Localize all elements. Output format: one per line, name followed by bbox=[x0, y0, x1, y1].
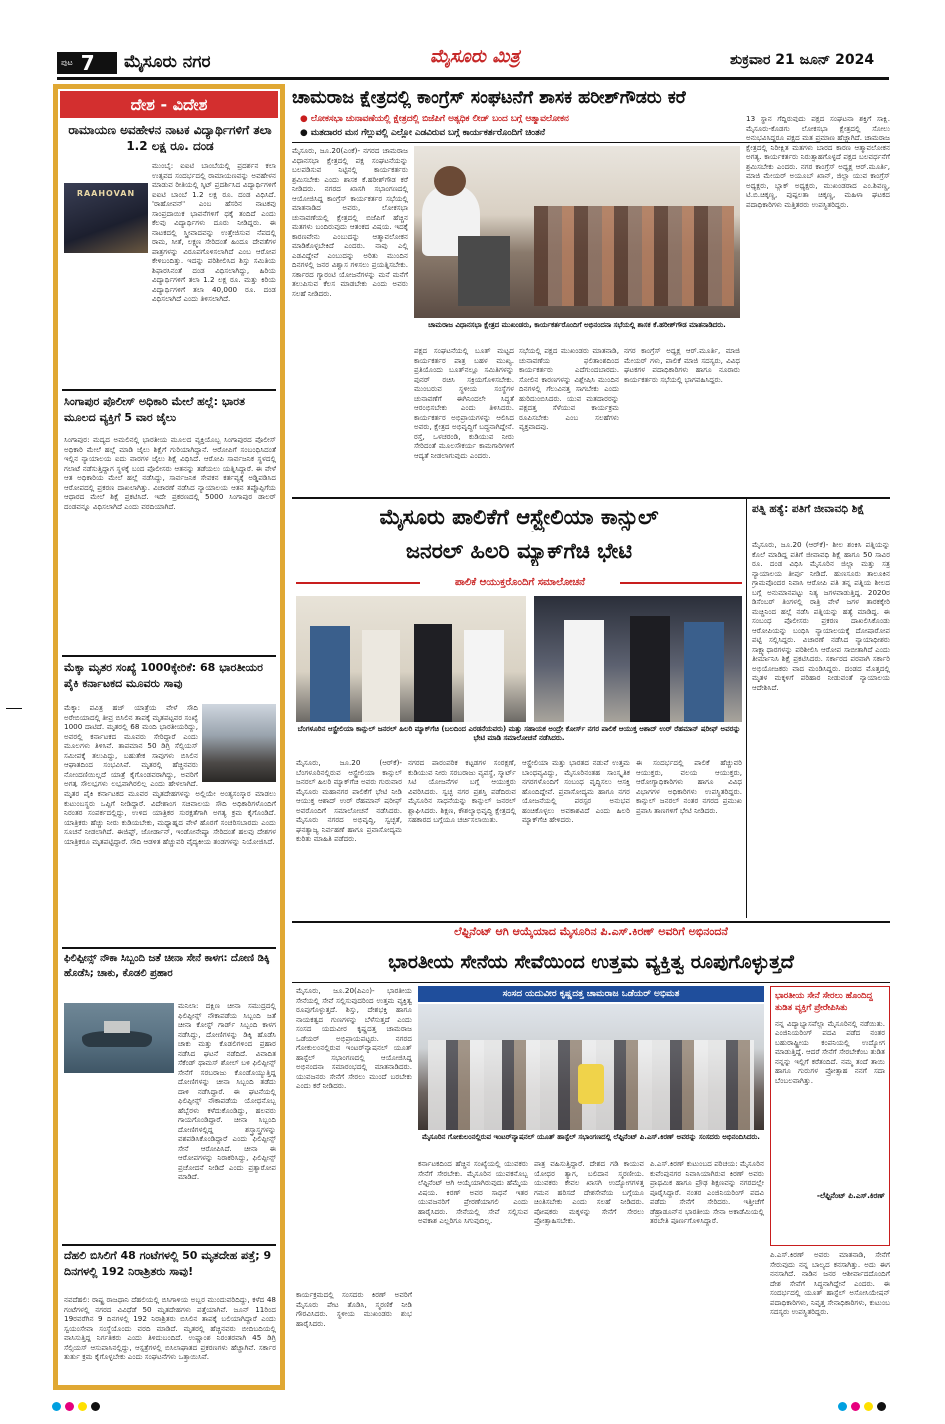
meeting-photo bbox=[414, 146, 740, 318]
crime-headline: ಪತ್ನಿ ಹತ್ಯೆ: ಪತಿಗೆ ಜೀವಾವಧಿ ಶಿಕ್ಷೆ bbox=[752, 503, 865, 515]
bottom-headline: ಭಾರತೀಯ ಸೇನೆಯ ಸೇವೆಯಿಂದ ಉತ್ತಮ ವ್ಯಕ್ತಿತ್ವ ರೂಪುಗೊಳ್ಳುತ್ತದೆ bbox=[388, 951, 794, 973]
top-story-headline: ಚಾಮರಾಜ ಕ್ಷೇತ್ರದಲ್ಲಿ ಕಾಂಗ್ರೆಸ್ ಸಂಘಟನೆಗೆ ಶಾಸಕ ಹರೀಶ್‌ಗೌಡರು ಕರೆ bbox=[292, 88, 686, 108]
section-title: ಮೈಸೂರು ನಗರ bbox=[124, 52, 211, 72]
divider bbox=[292, 982, 890, 983]
story-body-singapore: ಸಿಂಗಾಪುರ: ಮದ್ಯದ ಅಮಲಿನಲ್ಲಿ ಭಾರತೀಯ ಮೂಲದ ವ್ಯಕ್ತಿಯೊಬ್ಬ ಸಿಂಗಾಪುರದ ಪೊಲೀಸ್ ಅಧಿಕಾರಿ ಮೇಲೆ ಹಲ್ಲೆ ಮಾಡಿ ಜೈಲು ಶಿಕ್ಷೆಗೆ ಗುರಿಯಾಗಿದ್ದಾನೆ. ಆರೋಪಿಗೆ ಸಂಬಂಧಿಸಿದಂತೆ ಇಲ್ಲಿನ ನ್ಯಾಯಾಲಯ ಐದು ವಾರಗಳ ಜೈಲು ಶಿಕ್ಷೆ ವಿಧಿಸಿದೆ. ಆರೋಪಿ ಸಾರ್ವಜನಿಕ ಸ್ಥಳದಲ್ಲಿ ಗಲಾಟೆ ನಡೆಸುತ್ತಿದ್ದಾಗ ಸ್ಥಳಕ್ಕೆ ಬಂದ ಪೊಲೀಸರು ಆತನನ್ನು ತಡೆಯಲು ಯತ್ನಿಸಿದ್ದಾರೆ. ಈ ವೇಳೆ ಆತ ಅಧಿಕಾರಿಯ ಮೇಲೆ ಹಲ್ಲೆ ನಡೆಸಿದ್ದು, ಸಾರ್ವಜನಿಕ ಸೇವಕನ ಕರ್ತವ್ಯಕ್ಕೆ ಅಡ್ಡಿಪಡಿಸಿದ ಆರೋಪದಲ್ಲಿ ಪ್ರಕರಣ ದಾಖಲಾಗಿತ್ತು. ವಿಚಾರಣೆ ನಡೆಸಿದ ನ್ಯಾಯಾಲಯ ಆತನ ತಪ್ಪೊಪ್ಪಿಗೆಯ ಆಧಾರದ ಮೇಲೆ ಶಿಕ್ಷೆ ಪ್ರಕಟಿಸಿದೆ. ಇದೇ ಪ್ರಕರಣದಲ್ಲಿ 5000 ಸಿಂಗಾಪುರ ಡಾಲರ್ ದಂಡವನ್ನೂ ವಿಧಿಸಲಾಗಿದೆ ಎಂದು ವರದಿಯಾಗಿದೆ. bbox=[64, 435, 276, 511]
felicitation-caption: ಮೈಸೂರಿನ ಗೋಕುಲಂನಲ್ಲಿರುವ ಇಂಟರ್‌ನ್ಯಾಷನಲ್ ಯೂತ್ ಹಾಸ್ಟೆಲ್ ಸಭಾಂಗಣದಲ್ಲಿ ಲೆಫ್ಟಿನೆಂಟ್ ಪಿ.ಎಸ್.ಕಿರಣ್ ಅವರನ್ನು ಸಂಸದರು ಅಭಿನಂದಿಸಿದರು. bbox=[422, 1133, 760, 1141]
story-headline-singapore: ಸಿಂಗಾಪುರ ಪೊಲೀಸ್ ಅಧಿಕಾರಿ ಮೇಲೆ ಹಲ್ಲೆ: ಭಾರತ ಮೂಲದ ವ್ಯಕ್ತಿಗೆ 5 ವಾರ ಜೈಲು bbox=[64, 395, 245, 424]
story-headline-ramayana: ರಾಮಾಯಣ ಅವಹೇಳನ ನಾಟಕ ವಿದ್ಯಾರ್ಥಿಗಳಿಗೆ ತಲಾ 1.2 ಲಕ್ಷ ರೂ. ದಂಡ bbox=[68, 123, 272, 154]
divider bbox=[746, 498, 747, 918]
story-headline-philippines: ಫಿಲಿಪ್ಪೀನ್ಸ್ ನೌಕಾ ಸಿಬ್ಬಂದಿ ಜತೆ ಚೀನಾ ಸೇನೆ ಕಾಳಗ: ದೋಣಿ ಡಿಕ್ಕಿ ಹೊಡೆಸಿ; ಚಾಕು, ಕೊಡಲಿ ಪ್ರಹಾರ bbox=[64, 953, 270, 979]
sidebar-title: ಭಾರತೀಯ ಸೇನೆ ಸೇರಲು ಹೊಂದಿದ್ದ ತುಡಿತ ವ್ಯಕ್ತಿಗೆ ಪ್ರೇರೇಪಿಸಿತು bbox=[775, 991, 873, 1013]
bottom-col-5: ಪಿ.ಎಸ್.ಕಿರಣ್ ಅವರು ಮಾತನಾಡಿ, ಸೇನೆಗೆ ಸೇರುವುದು ನನ್ನ ಬಾಲ್ಯದ ಕನಸಾಗಿತ್ತು. ಅದು ಈಗ ನನಸಾಗಿದೆ. ನಾಡಿನ ಜನರ ಆಶೀರ್ವಾದದೊಂದಿಗೆ ದೇಶ ಸೇವೆಗೆ ಸಿದ್ಧನಾಗಿದ್ದೇನೆ ಎಂದರು. ಈ ಸಂದರ್ಭದಲ್ಲಿ ಯೂತ್ ಹಾಸ್ಟೆಲ್ ಅಸೋಸಿಯೇಷನ್ ಪದಾಧಿಕಾರಿಗಳು, ನಿವೃತ್ತ ಸೇನಾಧಿಕಾರಿಗಳು, ಕುಟುಂಬ ಸದಸ್ಯರು ಉಪಸ್ಥಿತರಿದ್ದರು. bbox=[770, 1250, 890, 1316]
divider bbox=[62, 389, 276, 391]
divider bbox=[292, 921, 890, 923]
page-header bbox=[0, 0, 945, 80]
mid-col-3: ಆಸ್ಟ್ರೇಲಿಯಾ ಮತ್ತು ಭಾರತದ ನಡುವೆ ಉತ್ತಮ ಬಾಂಧವ್ಯವಿದ್ದು, ಮೈಸೂರಿನಂತಹ ಸಾಂಸ್ಕೃತಿಕ ನಗರಗಳೊಂದಿಗೆ ಸಂಬಂಧ ವೃದ್ಧಿಸಲು ಆಸಕ್ತಿ ಹೊಂದಿದ್ದೇವೆ. ಪ್ರವಾಸೋದ್ಯಮ ಹಾಗೂ ನಗರ ಯೋಜನೆಯಲ್ಲಿ ಪರಸ್ಪರ ಅನುಭವ ಹಂಚಿಕೊಳ್ಳಲು ಅವಕಾಶವಿದೆ ಎಂದು ಹಿಲರಿ ಮ್ಯಾಕ್‌ಗೆಚಿ ಹೇಳಿದರು. bbox=[522, 758, 630, 824]
page-number-box bbox=[57, 52, 117, 74]
bottom-col-2: ಕರ್ನಾಟಕದಿಂದ ಹೆಚ್ಚಿನ ಸಂಖ್ಯೆಯಲ್ಲಿ ಯುವಕರು ಸೇನೆಗೆ ಸೇರಬೇಕು. ಮೈಸೂರಿನ ಯುವಕನೊಬ್ಬ ಲೆಫ್ಟಿನೆಂಟ್ ಆಗಿ ಆಯ್ಕೆಯಾಗಿರುವುದು ಹೆಮ್ಮೆಯ ವಿಷಯ. ಕಿರಣ್ ಅವರ ಸಾಧನೆ ಇತರ ಯುವಜನರಿಗೆ ಪ್ರೇರಣೆಯಾಗಲಿ ಎಂದು ಹಾರೈಸಿದರು. ಸೇನೆಯಲ್ಲಿ ಸೇವೆ ಸಲ್ಲಿಸುವ ಅವಕಾಶ ಎಲ್ಲರಿಗೂ ಸಿಗುವುದಿಲ್ಲ. bbox=[418, 1159, 528, 1225]
felicitation-photo bbox=[418, 1004, 764, 1130]
registration-dots-right bbox=[838, 1402, 886, 1411]
story-body-philippines: ಮನಿಲಾ: ದಕ್ಷಿಣ ಚೀನಾ ಸಮುದ್ರದಲ್ಲಿ ಫಿಲಿಪ್ಪೀನ್ಸ್ ನೌಕಾಪಡೆಯ ಸಿಬ್ಬಂದಿ ಜತೆ ಚೀನಾ ಕೋಸ್ಟ್ ಗಾರ್ಡ್ ಸಿಬ್ಬಂದಿ ಕಾಳಗ ನಡೆಸಿದ್ದು, ದೋಣಿಗಳನ್ನು ಡಿಕ್ಕಿ ಹೊಡೆಸಿ ಚಾಕು ಮತ್ತು ಕೊಡಲಿಗಳಿಂದ ಪ್ರಹಾರ ನಡೆಸಿದ ಘಟನೆ ನಡೆದಿದೆ. ವಿವಾದಿತ ಸೆಕೆಂಡ್ ಥಾಮಸ್ ಶೋಲ್ ಬಳಿ ಫಿಲಿಪ್ಪೀನ್ಸ್ ಸೇನೆಗೆ ಸರಬರಾಜು ಕೊಂಡೊಯ್ಯುತ್ತಿದ್ದ ದೋಣಿಗಳನ್ನು ಚೀನಾ ಸಿಬ್ಬಂದಿ ತಡೆದು ದಾಳಿ ನಡೆಸಿದ್ದಾರೆ. ಈ ಘಟನೆಯಲ್ಲಿ ಫಿಲಿಪ್ಪೀನ್ಸ್ ನೌಕಾಪಡೆಯ ಯೋಧನೊಬ್ಬ ಹೆಬ್ಬೆರಳು ಕಳೆದುಕೊಂಡಿದ್ದು, ಹಲವರು ಗಾಯಗೊಂಡಿದ್ದಾರೆ. ಚೀನಾ ಸಿಬ್ಬಂದಿ ದೋಣಿಗಳಲ್ಲಿದ್ದ ಶಸ್ತ್ರಾಸ್ತ್ರಗಳನ್ನು ವಶಪಡಿಸಿಕೊಂಡಿದ್ದಾರೆ ಎಂದು ಫಿಲಿಪ್ಪೀನ್ಸ್ ಸೇನೆ ಆರೋಪಿಸಿದೆ. ಚೀನಾ ಈ ಆರೋಪಗಳನ್ನು ನಿರಾಕರಿಸಿದ್ದು, ಫಿಲಿಪ್ಪೀನ್ಸ್ ಪ್ರಚೋದನೆ ನೀಡಿದೆ ಎಂದು ಪ್ರತ್ಯಾರೋಪ ಮಾಡಿದೆ. bbox=[178, 1001, 276, 1181]
mid-col-1: ಮೈಸೂರು, ಜೂ.20 (ಆರ್‌ಕೆ)- ಬೆಂಗಳೂರಿನಲ್ಲಿರುವ ಆಸ್ಟ್ರೇಲಿಯಾ ಕಾನ್ಸುಲ್ ಜನರಲ್ ಹಿಲರಿ ಮ್ಯಾಕ್‌ಗೆಚಿ ಅವರು ಗುರುವಾರ ಮೈಸೂರು ಮಹಾನಗರ ಪಾಲಿಕೆಗೆ ಭೇಟಿ ನೀಡಿ ಆಯುಕ್ತ ಆಶಾದ್ ಉರ್ ರೆಹಮಾನ್ ಷರೀಫ್ ಅವರೊಂದಿಗೆ ಸಮಾಲೋಚನೆ ನಡೆಸಿದರು. ಮೈಸೂರು ನಗರದ ಅಭಿವೃದ್ಧಿ, ಸ್ವಚ್ಛತೆ, ಘನತ್ಯಾಜ್ಯ ನಿರ್ವಹಣೆ ಹಾಗೂ ಪ್ರವಾಸೋದ್ಯಮ ಕುರಿತು ಮಾಹಿತಿ ಪಡೆದರು. bbox=[296, 758, 402, 843]
mp-banner: ಸಂಸದ ಯದುವೀರ ಕೃಷ್ಣದತ್ತ ಚಾಮರಾಜ ಒಡೆಯರ್ ಅಭಿಮತ bbox=[418, 986, 764, 1002]
page-number: 7 bbox=[80, 51, 95, 75]
bottom-col-3: ಪಾತ್ರ ವಹಿಸುತ್ತಿದ್ದಾರೆ. ದೇಶದ ಗಡಿ ಕಾಯುವ ಯೋಧರ ತ್ಯಾಗ, ಬಲಿದಾನ ಸ್ಮರಣೀಯ. ಯುವಕರು ಕೇವಲ ಖಾಸಗಿ ಉದ್ಯೋಗಗಳತ್ತ ಗಮನ ಹರಿಸದೆ ದೇಶಸೇವೆಯ ಬಗ್ಗೆಯೂ ಚಿಂತಿಸಬೇಕು ಎಂದು ಸಲಹೆ ನೀಡಿದರು. ಪೋಷಕರು ಮಕ್ಕಳನ್ನು ಸೇನೆಗೆ ಸೇರಲು ಪ್ರೋತ್ಸಾಹಿಸಬೇಕು. bbox=[534, 1159, 644, 1225]
divider bbox=[62, 655, 276, 657]
consul-photo-2 bbox=[534, 596, 742, 722]
story-body-mecca: ಮೆಕ್ಕಾ: ಪವಿತ್ರ ಹಜ್ ಯಾತ್ರೆಯ ವೇಳೆ ಸೌದಿ ಅರೇಬಿಯಾದಲ್ಲಿ ತೀವ್ರ ಬಿಸಿಲಿನ ತಾಪಕ್ಕೆ ಮೃತಪಟ್ಟವರ ಸಂಖ್ಯೆ 1000 ದಾಟಿದೆ. ಮೃತರಲ್ಲಿ 68 ಮಂದಿ ಭಾರತೀಯರಿದ್ದು, ಅವರಲ್ಲಿ ಕರ್ನಾಟಕದ ಮೂವರು ಸೇರಿದ್ದಾರೆ ಎಂದು ಮೂಲಗಳು ತಿಳಿಸಿವೆ. ತಾಪಮಾನ 50 ಡಿಗ್ರಿ ಸೆಲ್ಸಿಯಸ್ ಸಮೀಪಕ್ಕೆ ತಲುಪಿದ್ದು, ಬಹುತೇಕ ಸಾವುಗಳು ಬಿಸಿಲಿನ ಆಘಾತದಿಂದ ಸಂಭವಿಸಿವೆ. ಮೃತರಲ್ಲಿ ಹೆಚ್ಚಿನವರು ನೋಂದಣಿಯಿಲ್ಲದೆ ಯಾತ್ರೆ ಕೈಗೊಂಡವರಾಗಿದ್ದು, ಅವರಿಗೆ ಅಗತ್ಯ ಸೌಲಭ್ಯಗಳು ಲಭ್ಯವಾಗಿರಲಿಲ್ಲ ಎಂದು ಹೇಳಲಾಗಿದೆ. bbox=[64, 703, 198, 787]
bottom-col-1b: ಕಾರ್ಯಕ್ರಮದಲ್ಲಿ ಸಂಸದರು ಕಿರಣ್ ಅವರಿಗೆ ಮೈಸೂರು ಪೇಟ ತೊಡಿಸಿ, ಸ್ಮರಣಿಕೆ ನೀಡಿ ಗೌರವಿಸಿದರು. ಸ್ಥಳೀಯ ಮುಖಂಡರು ಶುಭ ಹಾರೈಸಿದರು. bbox=[296, 1290, 412, 1328]
section-banner: ದೇಶ - ವಿದೇಶ bbox=[60, 91, 278, 118]
sidebar-signoff: -ಲೆಫ್ಟಿನೆಂಟ್ ಪಿ.ಎಸ್.ಕಿರಣ್ bbox=[816, 1190, 885, 1200]
issue-date: ಶುಕ್ರವಾರ 21 ಜೂನ್ 2024 bbox=[730, 52, 875, 68]
top-col-1: ಮೈಸೂರು, ಜೂ.20(ಎಂಕೆ)- ನಗರದ ಚಾಮರಾಜ ವಿಧಾನಸಭಾ ಕ್ಷೇತ್ರದಲ್ಲಿ ಪಕ್ಷ ಸಂಘಟನೆಯನ್ನು ಬಲಪಡಿಸುವ ನಿಟ್ಟಿನಲ್ಲಿ ಕಾರ್ಯಕರ್ತರು ಶ್ರಮಿಸಬೇಕು ಎಂದು ಶಾಸಕ ಕೆ.ಹರೀಶ್‌ಗೌಡ ಕರೆ ನೀಡಿದರು. ನಗರದ ಖಾಸಗಿ ಸಭಾಂಗಣದಲ್ಲಿ ಆಯೋಜಿಸಿದ್ದ ಕಾಂಗ್ರೆಸ್ ಕಾರ್ಯಕರ್ತರ ಸಭೆಯಲ್ಲಿ ಮಾತನಾಡಿದ ಅವರು, ಲೋಕಸಭಾ ಚುನಾವಣೆಯಲ್ಲಿ ಕ್ಷೇತ್ರದಲ್ಲಿ ಬಿಜೆಪಿಗೆ ಹೆಚ್ಚಿನ ಮತಗಳು ಬಂದಿರುವುದು ಆತಂಕದ ವಿಷಯ. ಇದಕ್ಕೆ ಕಾರಣವೇನು ಎಂಬುದನ್ನು ಆತ್ಮಾವಲೋಕನ ಮಾಡಿಕೊಳ್ಳಬೇಕಿದೆ ಎಂದರು. ನಾವು ಎಲ್ಲಿ ಎಡವಿದ್ದೇವೆ ಎಂಬುದನ್ನು ಅರಿತು ಮುಂದಿನ ದಿನಗಳಲ್ಲಿ ಜನರ ವಿಶ್ವಾಸ ಗಳಿಸಲು ಪ್ರಯತ್ನಿಸಬೇಕು. ಸರ್ಕಾರದ ಗ್ಯಾರಂಟಿ ಯೋಜನೆಗಳನ್ನು ಮನೆ ಮನೆಗೆ ತಲುಪಿಸುವ ಕೆಲಸ ಮಾಡಬೇಕು ಎಂದು ಅವರು ಸಲಹೆ ನೀಡಿದರು. bbox=[292, 146, 408, 298]
consul-photo-1 bbox=[296, 596, 526, 722]
top-story-sub1: ● ಲೋಕಸಭಾ ಚುನಾವಣೆಯಲ್ಲಿ ಕ್ಷೇತ್ರದಲ್ಲಿ ಬಿಜೆಪಿಗೆ ಅತ್ಯಧಿಕ ಲೀಡ್ ಬಂದ ಬಗ್ಗೆ ಆತ್ಮಾವಲೋಕನ bbox=[300, 114, 569, 124]
bottom-kicker: ಲೆಫ್ಟಿನೆಂಟ್ ಆಗಿ ಆಯ್ಕೆಯಾದ ಮೈಸೂರಿನ ಪಿ.ಎಸ್.ಕಿರಣ್ ಅವರಿಗೆ ಅಭಿನಂದನೆ bbox=[454, 925, 728, 938]
bottom-col-1: ಮೈಸೂರು, ಜೂ.20(ಪಿಎಂ)- ಭಾರತೀಯ ಸೇನೆಯಲ್ಲಿ ಸೇವೆ ಸಲ್ಲಿಸುವುದರಿಂದ ಉತ್ತಮ ವ್ಯಕ್ತಿತ್ವ ರೂಪುಗೊಳ್ಳುತ್ತದೆ. ಶಿಸ್ತು, ದೇಶಭಕ್ತಿ ಹಾಗೂ ನಾಯಕತ್ವದ ಗುಣಗಳನ್ನು ಬೆಳೆಸುತ್ತದೆ ಎಂದು ಸಂಸದ ಯದುವೀರ ಕೃಷ್ಣದತ್ತ ಚಾಮರಾಜ ಒಡೆಯರ್ ಅಭಿಪ್ರಾಯಪಟ್ಟರು. ನಗರದ ಗೋಕುಲಂನಲ್ಲಿರುವ ಇಂಟರ್‌ನ್ಯಾಷನಲ್ ಯೂತ್ ಹಾಸ್ಟೆಲ್ ಸಭಾಂಗಣದಲ್ಲಿ ಆಯೋಜಿಸಿದ್ದ ಅಭಿನಂದನಾ ಸಮಾರಂಭದಲ್ಲಿ ಮಾತನಾಡಿದರು. ಯುವಜನರು ಸೇನೆಗೆ ಸೇರಲು ಮುಂದೆ ಬರಬೇಕು ಎಂದು ಕರೆ ನೀಡಿದರು. bbox=[296, 986, 412, 1090]
masthead-logo: ಮೈಸೂರು ಮಿತ್ರ bbox=[430, 46, 520, 67]
page-label: ಪುಟ bbox=[61, 58, 73, 67]
sidebar-box bbox=[770, 986, 890, 1246]
divider bbox=[292, 497, 890, 499]
sidebar-body: ನನ್ನ ವಿದ್ಯಾಭ್ಯಾಸವೆಲ್ಲಾ ಮೈಸೂರಿನಲ್ಲಿ ನಡೆಯಿತು. ಎಂಜಿನಿಯರಿಂಗ್ ಪದವಿ ಪಡೆದ ನಂತರ ಬಹುರಾಷ್ಟ್ರೀಯ ಕಂಪನಿಯಲ್ಲಿ ಉದ್ಯೋಗ ಮಾಡುತ್ತಿದ್ದೆ. ಆದರೆ ಸೇನೆಗೆ ಸೇರಬೇಕೆಂಬ ತುಡಿತ ನನ್ನನ್ನು ಇಲ್ಲಿಗೆ ಕರೆತಂದಿದೆ. ನಮ್ಮ ತಂದೆ ತಾಯಿ ಹಾಗೂ ಗುರುಗಳ ಪ್ರೋತ್ಸಾಹ ನನಗೆ ಸದಾ ಬೆಂಬಲವಾಗಿತ್ತು. bbox=[775, 1018, 885, 1085]
meeting-caption: ಚಾಮರಾಜ ವಿಧಾನಸಭಾ ಕ್ಷೇತ್ರದ ಮುಖಂಡರು, ಕಾರ್ಯಕರ್ತರೊಂದಿಗೆ ಅಭಿನಂದನಾ ಸಭೆಯಲ್ಲಿ ಶಾಸಕ ಕೆ.ಹರೀಶ್‌ಗೌಡ ಮಾತನಾಡಿದರು. bbox=[428, 321, 726, 329]
mid-col-4: ಈ ಸಂದರ್ಭದಲ್ಲಿ ಪಾಲಿಕೆ ಹೆಚ್ಚುವರಿ ಆಯುಕ್ತರು, ವಲಯ ಆಯುಕ್ತರು, ಆರೋಗ್ಯಾಧಿಕಾರಿಗಳು ಹಾಗೂ ವಿವಿಧ ವಿಭಾಗಗಳ ಅಧಿಕಾರಿಗಳು ಉಪಸ್ಥಿತರಿದ್ದರು. ಕಾನ್ಸುಲ್ ಜನರಲ್ ನಂತರ ನಗರದ ಪ್ರಮುಖ ಪ್ರವಾಸಿ ತಾಣಗಳಿಗೆ ಭೇಟಿ ನೀಡಿದರು. bbox=[636, 758, 742, 815]
consul-caption: ಬೆಂಗಳೂರಿನ ಆಸ್ಟ್ರೇಲಿಯಾ ಕಾನ್ಸುಲ್ ಜನರಲ್ ಹಿಲರಿ ಮ್ಯಾಕ್‌ಗೆಚಿ (ಬಲದಿಂದ ಎರಡನೆಯವರು) ಮತ್ತು ಸಹಾಯಕ ಅಂದ್ರೇ ಕೋರ್ಸ್ ನಗರ ಪಾಲಿಕೆ ಆಯುಕ್ತ ಆಶಾದ್ ಉರ್ ರೆಹಮಾನ್ ಷರೀಫ್ ಅವರನ್ನು ಭೇಟಿ ಮಾಡಿ ಸಮಾಲೋಚನೆ ನಡೆಸಿದರು. bbox=[297, 725, 741, 743]
mecca-photo bbox=[202, 704, 276, 782]
right-top-col: 13 ಸ್ಥಾನ ಗೆದ್ದಿರುವುದು ಪಕ್ಷದ ಸಂಘಟನಾ ಶಕ್ತಿಗೆ ಸಾಕ್ಷಿ. ಮೈಸೂರು-ಕೊಡಗು ಲೋಕಸಭಾ ಕ್ಷೇತ್ರದಲ್ಲಿ ಸೋಲು ಅನುಭವಿಸಿದ್ದರೂ ಪಕ್ಷದ ಮತ ಪ್ರಮಾಣ ಹೆಚ್ಚಾಗಿದೆ. ಚಾಮರಾಜ ಕ್ಷೇತ್ರದಲ್ಲಿ ನಿರೀಕ್ಷಿತ ಮತಗಳು ಬಾರದ ಕಾರಣ ಆತ್ಮಾವಲೋಕನ ಅಗತ್ಯ. ಕಾರ್ಯಕರ್ತರು ನಿರುತ್ಸಾಹಗೊಳ್ಳದೆ ಪಕ್ಷದ ಬಲವರ್ಧನೆಗೆ ಶ್ರಮಿಸಬೇಕು ಎಂದರು. ನಗರ ಕಾಂಗ್ರೆಸ್ ಅಧ್ಯಕ್ಷ ಆರ್.ಮೂರ್ತಿ, ಮಾಜಿ ಮೇಯರ್ ಅಯೂಬ್ ಖಾನ್, ಜಿಲ್ಲಾ ಯುವ ಕಾಂಗ್ರೆಸ್ ಅಧ್ಯಕ್ಷರು, ಬ್ಲಾಕ್ ಅಧ್ಯಕ್ಷರು, ಮುಖಂಡರಾದ ಎಂ.ಶಿವಣ್ಣ, ಟಿ.ಬಿ.ಚಿಕ್ಕಣ್ಣ, ಪುಷ್ಪಲತಾ ಚಿಕ್ಕಣ್ಣ, ಮಹಿಳಾ ಘಟಕದ ಪದಾಧಿಕಾರಿಗಳು ಮತ್ತಿತರರು ಉಪಸ್ಥಿತರಿದ್ದರು. bbox=[746, 114, 890, 209]
divider bbox=[62, 1244, 276, 1246]
photo-title: RAAHOVAN bbox=[76, 189, 136, 198]
registration-dots-left bbox=[52, 1402, 100, 1411]
crime-body: ಮೈಸೂರು, ಜೂ.20 (ಆರ್‌ಕೆ)- ಶೀಲ ಶಂಕಿಸಿ ಪತ್ನಿಯನ್ನು ಕೊಲೆ ಮಾಡಿದ್ದ ಪತಿಗೆ ಜೀವಾವಧಿ ಶಿಕ್ಷೆ ಹಾಗೂ 50 ಸಾವಿರ ರೂ. ದಂಡ ವಿಧಿಸಿ ಮೈಸೂರಿನ ಜಿಲ್ಲಾ ಮತ್ತು ಸತ್ರ ನ್ಯಾಯಾಲಯ ತೀರ್ಪು ನೀಡಿದೆ. ಹುಣಸೂರು ತಾಲೂಕಿನ ಗ್ರಾಮವೊಂದರ ನಿವಾಸಿ ಆರೋಪಿ ಪತಿ ತನ್ನ ಪತ್ನಿಯ ಶೀಲದ ಬಗ್ಗೆ ಅನುಮಾನಪಟ್ಟು ನಿತ್ಯ ಜಗಳವಾಡುತ್ತಿದ್ದ. 2020ರ ಡಿಸೆಂಬರ್ ತಿಂಗಳಲ್ಲಿ ರಾತ್ರಿ ವೇಳೆ ಜಗಳ ತಾರಕಕ್ಕೇರಿ ಮಚ್ಚಿನಿಂದ ಹಲ್ಲೆ ನಡೆಸಿ ಪತ್ನಿಯನ್ನು ಹತ್ಯೆ ಮಾಡಿದ್ದ. ಈ ಸಂಬಂಧ ಪೊಲೀಸರು ಪ್ರಕರಣ ದಾಖಲಿಸಿಕೊಂಡು ಆರೋಪಿಯನ್ನು ಬಂಧಿಸಿ ನ್ಯಾಯಾಲಯಕ್ಕೆ ದೋಷಾರೋಪ ಪಟ್ಟಿ ಸಲ್ಲಿಸಿದ್ದರು. ವಿಚಾರಣೆ ನಡೆಸಿದ ನ್ಯಾಯಾಧೀಶರು ಸಾಕ್ಷ್ಯಾಧಾರಗಳನ್ನು ಪರಿಶೀಲಿಸಿ ಆರೋಪ ಸಾಬೀತಾಗಿದೆ ಎಂದು ತೀರ್ಮಾನಿಸಿ ಶಿಕ್ಷೆ ಪ್ರಕಟಿಸಿದರು. ಸರ್ಕಾರದ ಪರವಾಗಿ ಸರ್ಕಾರಿ ಅಭಿಯೋಜಕರು ವಾದ ಮಂಡಿಸಿದ್ದರು. ದಂಡದ ಮೊತ್ತದಲ್ಲಿ ಮೃತಳ ಮಕ್ಕಳಿಗೆ ಪರಿಹಾರ ನೀಡುವಂತೆ ನ್ಯಾಯಾಲಯ ಆದೇಶಿಸಿದೆ. bbox=[752, 540, 890, 692]
header-rule bbox=[57, 77, 889, 80]
mid-subheading: ಪಾಲಿಕೆ ಆಯುಕ್ತರೊಂದಿಗೆ ಸಮಾಲೋಚನೆ bbox=[420, 575, 620, 591]
crop-mark bbox=[6, 708, 22, 709]
mid-col-2: ನಗರದ ಪಾರಂಪರಿಕ ಕಟ್ಟಡಗಳ ಸಂರಕ್ಷಣೆ, ಕುಡಿಯುವ ನೀರು ಸರಬರಾಜು ವ್ಯವಸ್ಥೆ, ಸ್ಮಾರ್ಟ್ ಸಿಟಿ ಯೋಜನೆಗಳ ಬಗ್ಗೆ ಆಯುಕ್ತರು ವಿವರಿಸಿದರು. ಸ್ವಚ್ಛ ನಗರ ಪ್ರಶಸ್ತಿ ಪಡೆದಿರುವ ಮೈಸೂರಿನ ಸಾಧನೆಯನ್ನು ಕಾನ್ಸುಲ್ ಜನರಲ್ ಶ್ಲಾಘಿಸಿದರು. ಶಿಕ್ಷಣ, ಕೌಶಲ್ಯಾಭಿವೃದ್ಧಿ ಕ್ಷೇತ್ರದಲ್ಲಿ ಸಹಕಾರದ ಬಗ್ಗೆಯೂ ಚರ್ಚಿಸಲಾಯಿತು. bbox=[408, 758, 516, 824]
story-body-mecca-cont: ಮೃತರ ಪೈಕಿ ಕರ್ನಾಟಕದ ಮೂವರ ಮೃತದೇಹಗಳನ್ನು ಅಲ್ಲಿಯೇ ಅಂತ್ಯಸಂಸ್ಕಾರ ಮಾಡಲು ಕುಟುಂಬಸ್ಥರು ಒಪ್ಪಿಗೆ ನೀಡಿದ್ದಾರೆ. ವಿದೇಶಾಂಗ ಸಚಿವಾಲಯ ಸೌದಿ ಅಧಿಕಾರಿಗಳೊಂದಿಗೆ ನಿರಂತರ ಸಂಪರ್ಕದಲ್ಲಿದ್ದು, ಉಳಿದ ಯಾತ್ರಿಕರ ಸುರಕ್ಷತೆಗಾಗಿ ಅಗತ್ಯ ಕ್ರಮ ಕೈಗೊಂಡಿದೆ. ಯಾತ್ರಿಕರು ಹೆಚ್ಚು ನೀರು ಕುಡಿಯಬೇಕು, ಮಧ್ಯಾಹ್ನದ ವೇಳೆ ಹೊರಗೆ ಸಂಚರಿಸಬಾರದು ಎಂದು ಸೂಚನೆ ನೀಡಲಾಗಿದೆ. ಈಜಿಪ್ಟ್, ಜೋರ್ಡಾನ್, ಇಂಡೋನೇಷ್ಯಾ ಸೇರಿದಂತೆ ಹಲವು ದೇಶಗಳ ಯಾತ್ರಿಕರೂ ಮೃತಪಟ್ಟಿದ್ದಾರೆ. ಸೌದಿ ಆಡಳಿತ ಹೆಚ್ಚುವರಿ ವೈದ್ಯಕೀಯ ತಂಡಗಳನ್ನು ನಿಯೋಜಿಸಿದೆ. bbox=[64, 789, 276, 846]
bottom-col-4: ಪಿ.ಎಸ್.ಕಿರಣ್ ಕುಟುಂಬದ ಪರಿಚಯ: ಮೈಸೂರಿನ ಕುವೆಂಪುನಗರ ನಿವಾಸಿಯಾಗಿರುವ ಕಿರಣ್ ಅವರು ಪ್ರಾಥಮಿಕ ಹಾಗೂ ಪ್ರೌಢ ಶಿಕ್ಷಣವನ್ನು ನಗರದಲ್ಲೇ ಪೂರೈಸಿದ್ದಾರೆ. ನಂತರ ಎಂಜಿನಿಯರಿಂಗ್ ಪದವಿ ಪಡೆದು ಸೇನೆಗೆ ಸೇರಿದರು. ಇತ್ತೀಚೆಗೆ ಡೆಹ್ರಾಡೂನ್‌ನ ಭಾರತೀಯ ಸೇನಾ ಅಕಾಡೆಮಿಯಲ್ಲಿ ತರಬೇತಿ ಪೂರ್ಣಗೊಳಿಸಿದ್ದಾರೆ. bbox=[650, 1159, 764, 1225]
left-column bbox=[53, 84, 285, 1390]
mid-headline-2: ಜನರಲ್ ಹಿಲರಿ ಮ್ಯಾಕ್‌ಗೆಚಿ ಭೇಟಿ bbox=[405, 539, 633, 563]
mid-headline-1: ಮೈಸೂರು ಪಾಲಿಕೆಗೆ ಆಸ್ಟ್ರೇಲಿಯಾ ಕಾನ್ಸುಲ್ bbox=[379, 505, 659, 529]
story-headline-delhi: ದೆಹಲಿ ಬಿಸಿಲಿಗೆ 48 ಗಂಟೆಗಳಲ್ಲಿ 50 ಮೃತದೇಹ ಪತ್ತೆ; 9 ದಿನಗಳಲ್ಲಿ 192 ನಿರಾಶ್ರಿತರು ಸಾವು! bbox=[64, 1249, 272, 1278]
top-story-sub2: ● ಮತದಾರರ ಮನ ಗೆಲ್ಲುವಲ್ಲಿ ಎಲ್ಲೋ ಎಡವಿರುವ ಬಗ್ಗೆ ಕಾರ್ಯಕರ್ತರೊಂದಿಗೆ ಚಿಂತನೆ bbox=[300, 128, 545, 138]
top-col-3: ಸಭೆಯಲ್ಲಿ ಪಕ್ಷದ ಮುಖಂಡರು ಮಾತನಾಡಿ, ಚುನಾವಣೆಯ ಫಲಿತಾಂಶದಿಂದ ಕಾರ್ಯಕರ್ತರು ಎದೆಗುಂದಬಾರದು. ಸೋಲಿನ ಕಾರಣಗಳನ್ನು ವಿಶ್ಲೇಷಿಸಿ ಮುಂದಿನ ದಿನಗಳಲ್ಲಿ ಗೆಲುವಿನತ್ತ ಸಾಗಬೇಕು ಎಂದು ಹುರಿದುಂಬಿಸಿದರು. ಯುವ ಮತದಾರರನ್ನು ಪಕ್ಷದತ್ತ ಸೆಳೆಯುವ ಕಾರ್ಯಕ್ರಮ ರೂಪಿಸಬೇಕು ಎಂಬ ಸಲಹೆಗಳು ವ್ಯಕ್ತವಾದವು. bbox=[519, 346, 619, 431]
top-col-4: ನಗರ ಕಾಂಗ್ರೆಸ್ ಅಧ್ಯಕ್ಷ ಆರ್.ಮೂರ್ತಿ, ಮಾಜಿ ಮೇಯರ್ ಗಳು, ಪಾಲಿಕೆ ಮಾಜಿ ಸದಸ್ಯರು, ವಿವಿಧ ಘಟಕಗಳ ಪದಾಧಿಕಾರಿಗಳು ಹಾಗೂ ನೂರಾರು ಕಾರ್ಯಕರ್ತರು ಸಭೆಯಲ್ಲಿ ಭಾಗವಹಿಸಿದ್ದರು. bbox=[624, 346, 740, 384]
story-headline-mecca: ಮೆಕ್ಕಾ ಮೃತರ ಸಂಖ್ಯೆ 1000ಕ್ಕೇರಿಕೆ: 68 ಭಾರತೀಯರ ಪೈಕಿ ಕರ್ನಾಟಕದ ಮೂವರು ಸಾವು bbox=[64, 661, 263, 690]
top-col-2: ಪಕ್ಷದ ಸಂಘಟನೆಯಲ್ಲಿ ಬೂತ್ ಮಟ್ಟದ ಕಾರ್ಯಕರ್ತರ ಪಾತ್ರ ಬಹಳ ಮುಖ್ಯ. ಪ್ರತಿಯೊಂದು ಬೂತ್‌ನಲ್ಲೂ ಸಮಿತಿಗಳನ್ನು ಪುನರ್ ರಚಿಸಿ ಸಕ್ರಿಯಗೊಳಿಸಬೇಕು. ಮುಂಬರುವ ಸ್ಥಳೀಯ ಸಂಸ್ಥೆಗಳ ಚುನಾವಣೆಗೆ ಈಗಿನಿಂದಲೇ ಸಿದ್ಧತೆ ಆರಂಭಿಸಬೇಕು ಎಂದು ತಿಳಿಸಿದರು. ಕಾರ್ಯಕರ್ತರ ಅಭಿಪ್ರಾಯಗಳನ್ನು ಆಲಿಸಿದ ಅವರು, ಕ್ಷೇತ್ರದ ಅಭಿವೃದ್ಧಿಗೆ ಬದ್ಧನಾಗಿದ್ದೇನೆ. ರಸ್ತೆ, ಒಳಚರಂಡಿ, ಕುಡಿಯುವ ನೀರು ಸೇರಿದಂತೆ ಮೂಲಸೌಕರ್ಯ ಕಾಮಗಾರಿಗಳಿಗೆ ಆದ್ಯತೆ ನೀಡಲಾಗುವುದು ಎಂದರು. bbox=[414, 346, 514, 460]
story-body-delhi: ನವದೆಹಲಿ: ರಾಷ್ಟ್ರ ರಾಜಧಾನಿ ದೆಹಲಿಯಲ್ಲಿ ಬಿಸಿಗಾಳಿಯ ಅಬ್ಬರ ಮುಂದುವರಿದಿದ್ದು, ಕಳೆದ 48 ಗಂಟೆಗಳಲ್ಲಿ ನಗರದ ವಿವಿಧೆಡೆ 50 ಮೃತದೇಹಗಳು ಪತ್ತೆಯಾಗಿವೆ. ಜೂನ್ 11ರಿಂದ 19ರವರೆಗಿನ 9 ದಿನಗಳಲ್ಲಿ 192 ನಿರಾಶ್ರಿತರು ಬಿಸಿಲಿನ ತಾಪಕ್ಕೆ ಬಲಿಯಾಗಿದ್ದಾರೆ ಎಂದು ಸ್ವಯಂಸೇವಾ ಸಂಸ್ಥೆಯೊಂದು ವರದಿ ಮಾಡಿದೆ. ಮೃತರಲ್ಲಿ ಹೆಚ್ಚಿನವರು ಬೀದಿಬದಿಯಲ್ಲಿ ವಾಸಿಸುತ್ತಿದ್ದ ನಿರ್ಗತಿಕರು ಎಂದು ತಿಳಿದುಬಂದಿದೆ. ಉಷ್ಣಾಂಶ ನಿರಂತರವಾಗಿ 45 ಡಿಗ್ರಿ ಸೆಲ್ಸಿಯಸ್ ಆಸುಪಾಸಿನಲ್ಲಿದ್ದು, ಆಸ್ಪತ್ರೆಗಳಲ್ಲಿ ಬಿಸಿಲಾಘಾತದ ಪ್ರಕರಣಗಳು ಹೆಚ್ಚಾಗಿವೆ. ಸರ್ಕಾರ ತುರ್ತು ಕ್ರಮ ಕೈಗೊಳ್ಳಬೇಕು ಎಂದು ಸಂಘಟನೆಗಳು ಒತ್ತಾಯಿಸಿವೆ. bbox=[64, 1295, 276, 1361]
divider bbox=[62, 947, 276, 949]
story-body-ramayana: ಮುಂಬೈ: ಐಐಟಿ ಬಾಂಬೆಯಲ್ಲಿ ಪ್ರದರ್ಶನ ಕಲಾ ಉತ್ಸವದ ಸಂದರ್ಭದಲ್ಲಿ ರಾಮಾಯಣವನ್ನು ಅವಹೇಳನ ಮಾಡುವ ರೀತಿಯಲ್ಲಿ ಸ್ಕಿಟ್ ಪ್ರದರ್ಶಿಸಿದ ವಿದ್ಯಾರ್ಥಿಗಳಿಗೆ ಐಐಟಿ ಬಾಂಬೆ 1.2 ಲಕ್ಷ ರೂ. ದಂಡ ವಿಧಿಸಿದೆ. 'ರಾಹೋವನ್' ಎಂಬ ಹೆಸರಿನ ನಾಟಕವು ಸಾಂಪ್ರದಾಯಿಕ ಭಾವನೆಗಳಿಗೆ ಧಕ್ಕೆ ತಂದಿದೆ ಎಂದು ಕೆಲವು ವಿದ್ಯಾರ್ಥಿಗಳು ದೂರು ನೀಡಿದ್ದರು. ಈ ನಾಟಕದಲ್ಲಿ ಸ್ತ್ರೀವಾದವನ್ನು ಉತ್ತೇಜಿಸುವ ನೆಪದಲ್ಲಿ ರಾಮ, ಸೀತೆ, ಲಕ್ಷ್ಮಣ ಸೇರಿದಂತೆ ಹಿಂದೂ ದೇವತೆಗಳ ಪಾತ್ರಗಳನ್ನು ವಿರೂಪಗೊಳಿಸಲಾಗಿದೆ ಎಂಬ ಆರೋಪ ಕೇಳಿಬಂದಿತ್ತು. ಇದನ್ನು ಪರಿಶೀಲಿಸಿದ ಶಿಸ್ತು ಸಮಿತಿಯ ಶಿಫಾರಸಿನಂತೆ ದಂಡ ವಿಧಿಸಲಾಗಿದ್ದು, ಹಿರಿಯ ವಿದ್ಯಾರ್ಥಿಗಳಿಗೆ ತಲಾ 1.2 ಲಕ್ಷ ರೂ. ಮತ್ತು ಕಿರಿಯ ವಿದ್ಯಾರ್ಥಿಗಳಿಗೆ ತಲಾ 40,000 ರೂ. ದಂಡ ವಿಧಿಸಲಾಗಿದೆ ಎಂದು ತಿಳಿಸಲಾಗಿದೆ. bbox=[152, 161, 276, 303]
